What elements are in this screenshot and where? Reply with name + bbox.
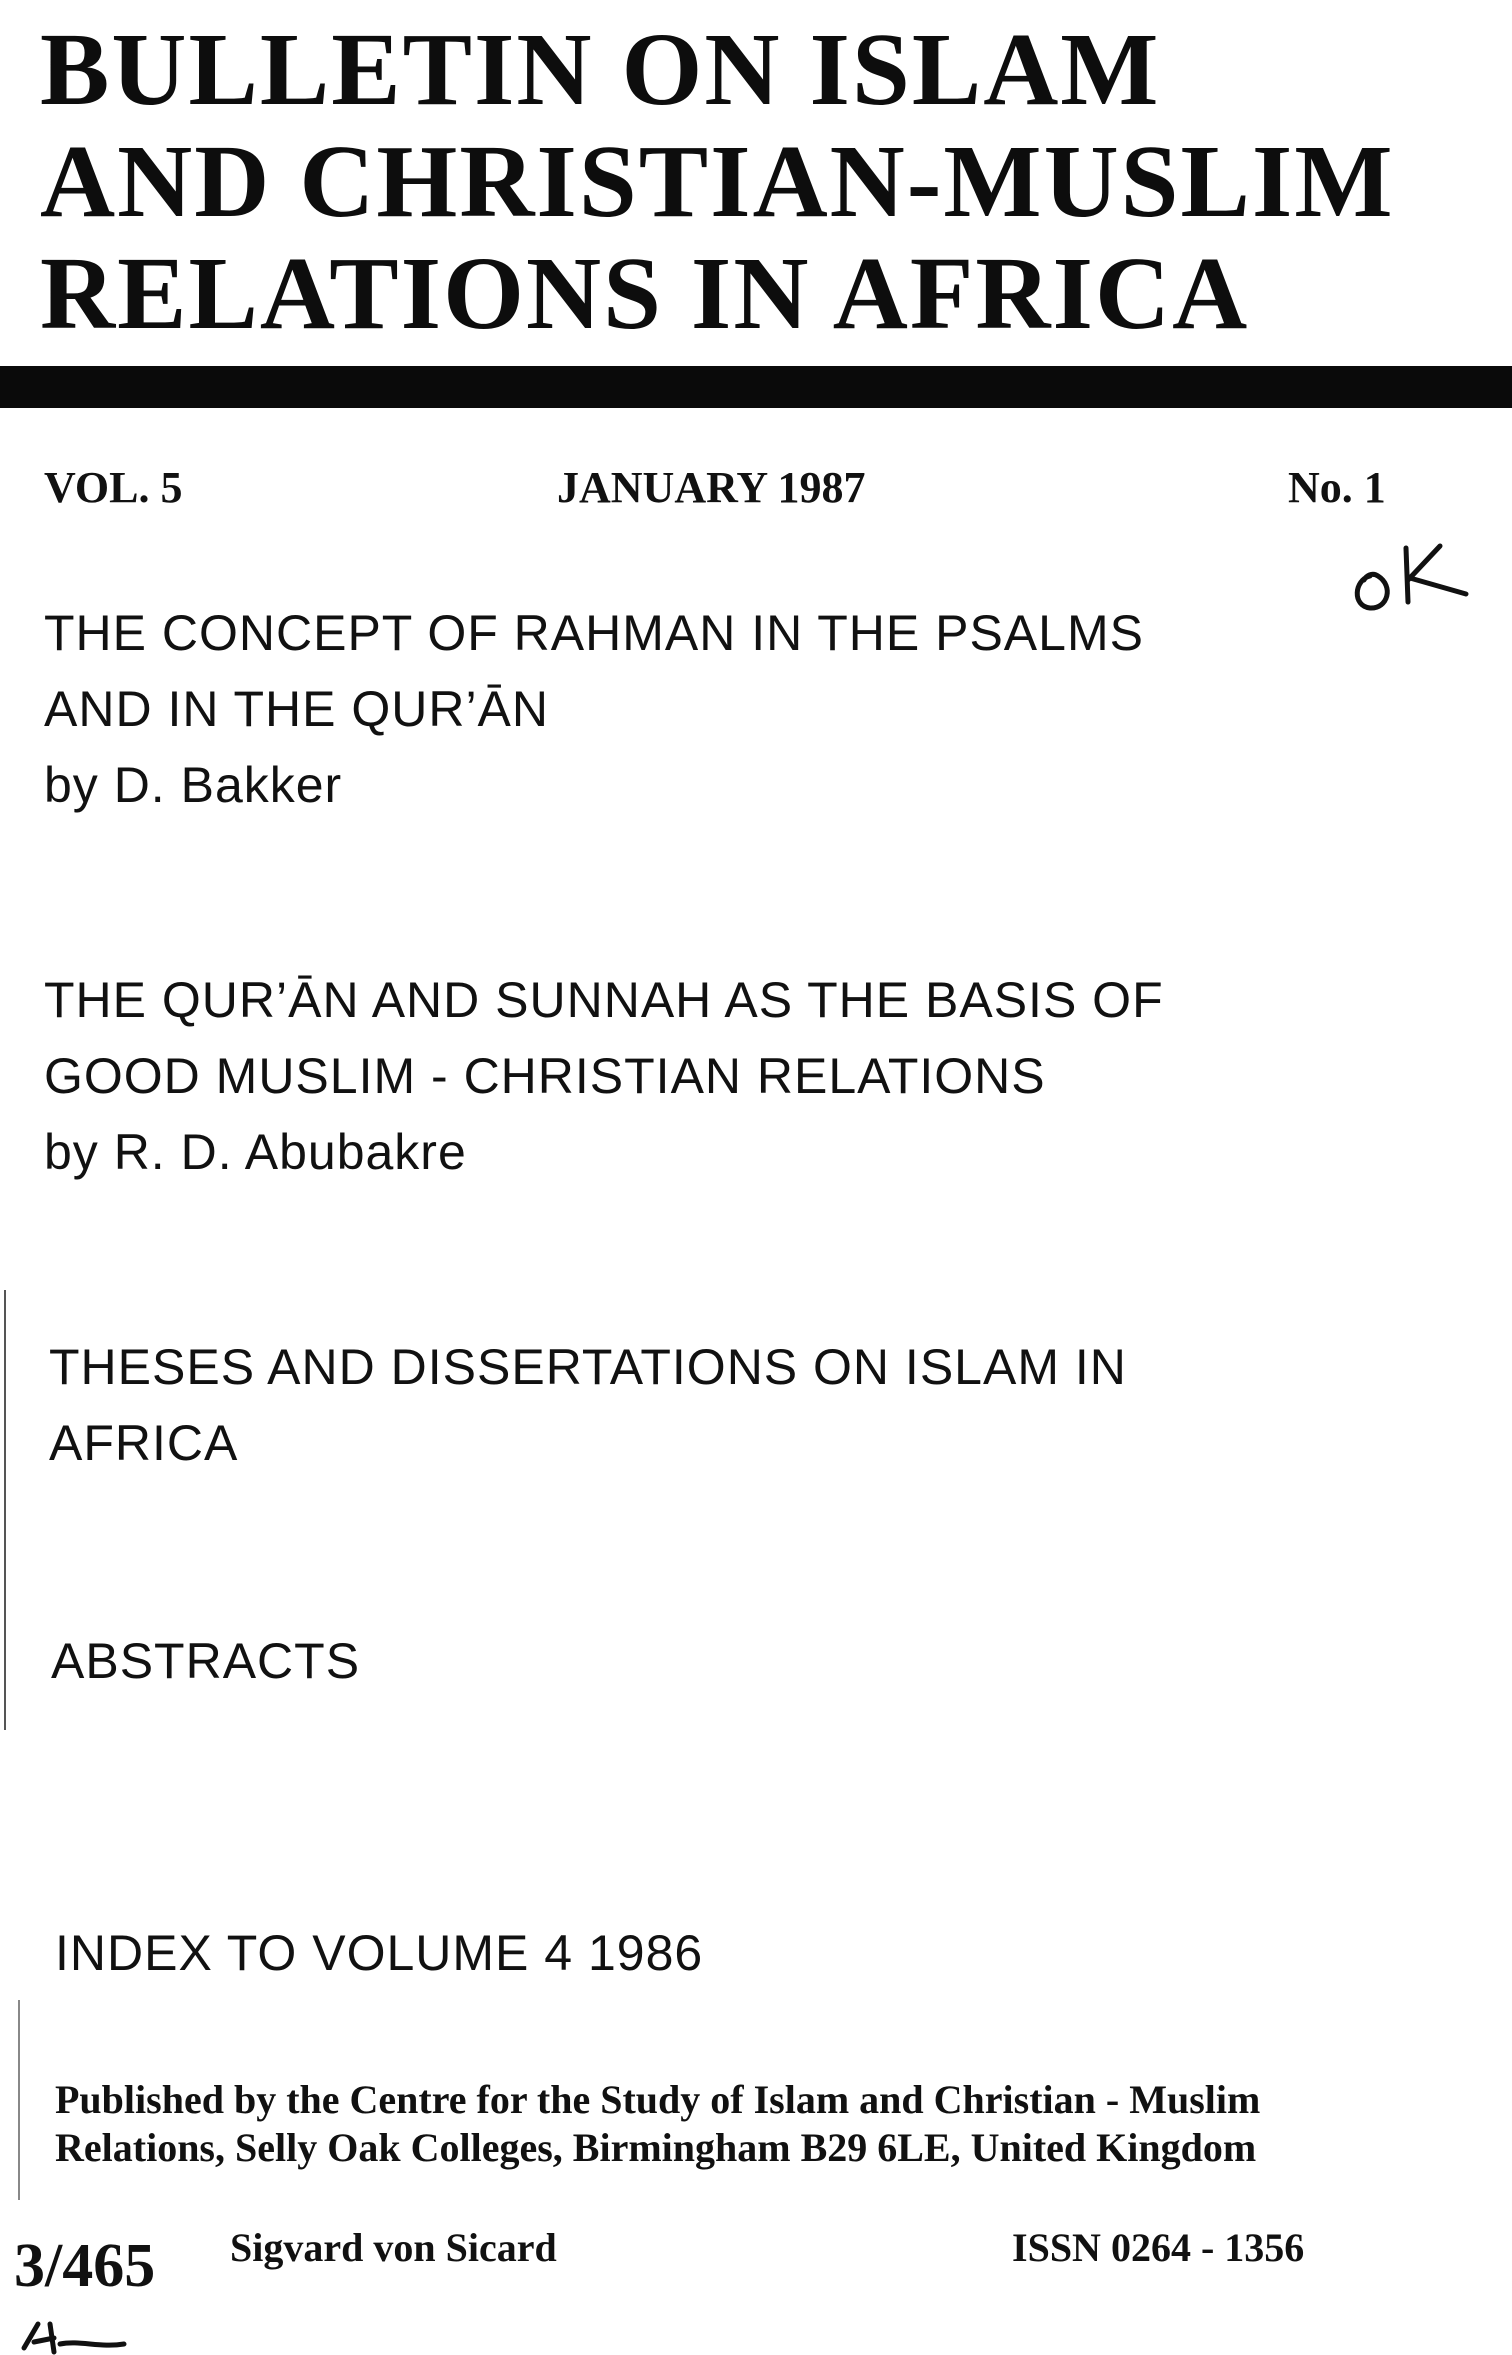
section-title: ABSTRACTS — [51, 1633, 361, 1689]
journal-title-line-1: BULLETIN ON ISLAM — [40, 12, 1161, 127]
issue-volume: VOL. 5 — [44, 463, 183, 512]
article-author: by D. Bakker — [44, 757, 343, 813]
issue-date: JANUARY 1987 — [557, 463, 866, 512]
contents-item — [49, 1329, 1349, 1481]
scan-edge-line — [18, 2000, 20, 2200]
journal-title — [40, 14, 1480, 350]
contents-item — [51, 1623, 360, 1699]
masthead-rule — [0, 366, 1512, 408]
journal-title-line-2: AND CHRISTIAN-MUSLIM — [40, 124, 1395, 239]
article-title: THE QUR’ĀN AND SUNNAH AS THE BASIS OF GOOD MUSLIM - CHRISTIAN RELATIONS — [44, 972, 1164, 1104]
handwritten-scribble-mark — [20, 2318, 130, 2355]
article-author: by R. D. Abubakre — [44, 1124, 467, 1180]
section-title: THESES AND DISSERTATIONS ON ISLAM IN AFRICA — [49, 1339, 1127, 1471]
publisher-note — [55, 2076, 1455, 2172]
issn-number: ISSN 0264 - 1356 — [1012, 2225, 1305, 2270]
journal-title-line-3: RELATIONS IN AFRICA — [40, 236, 1250, 351]
section-title: INDEX TO VOLUME 4 1986 — [55, 1925, 704, 1981]
article-title: THE CONCEPT OF RAHMAN IN THE PSALMS AND IN THE QUR’ĀN — [44, 605, 1144, 737]
editor-name: Sigvard von Sicard — [230, 2225, 557, 2270]
handwritten-ok-mark — [1348, 536, 1476, 626]
publisher-line-1: Published by the Centre for the Study of Islam and Christian - Muslim — [55, 2077, 1261, 2122]
scan-edge-line — [4, 1290, 6, 1730]
library-call-number: 3/465 — [14, 2232, 156, 2300]
contents-item — [55, 1915, 703, 1991]
issue-number: No. 1 — [1288, 463, 1386, 512]
contents-item — [44, 595, 1344, 823]
contents-item — [44, 962, 1404, 1190]
publisher-line-2: Relations, Selly Oak Colleges, Birmingham B29 6LE, United Kingdom — [55, 2125, 1257, 2170]
